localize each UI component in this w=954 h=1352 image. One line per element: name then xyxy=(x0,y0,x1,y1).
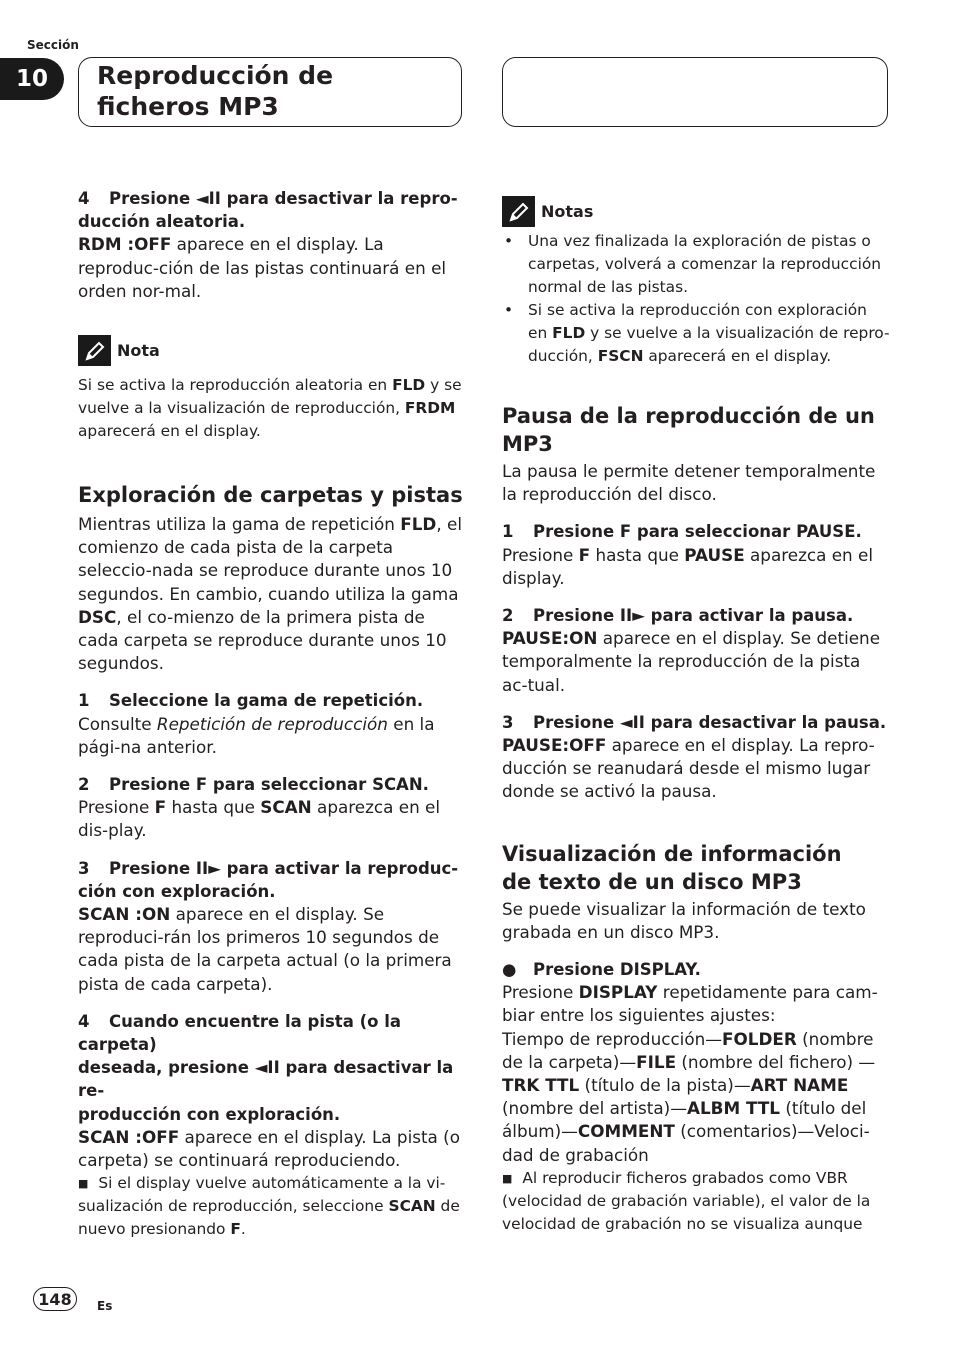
body-text: . xyxy=(240,1220,246,1239)
notes-header xyxy=(502,196,890,227)
note-header xyxy=(78,335,466,366)
notes-list xyxy=(502,230,890,368)
cross-reference: Repetición de reproducción xyxy=(156,713,388,734)
square-bullet-icon: ■ xyxy=(78,1177,89,1191)
display-step-title xyxy=(502,958,890,981)
scan-intro xyxy=(78,513,466,675)
body-text: Si se activa la reproducción aleatoria en xyxy=(78,376,393,395)
pause-intro: La pausa le permite detener temporalmente la reproducción del disco. xyxy=(502,461,876,505)
body-text: Presione xyxy=(78,797,155,818)
list-item xyxy=(502,299,890,368)
body-text: aparece en el display. La pista (o carpeta) se continuará reproduciendo. xyxy=(78,1126,460,1171)
step-number: 1 xyxy=(502,522,514,542)
display-code: F xyxy=(578,544,591,565)
section-heading-text-info xyxy=(502,840,890,896)
page-title-line2: ficheros MP3 xyxy=(97,92,279,121)
section-heading-scan: Exploración de carpetas y pistas xyxy=(78,483,463,508)
body-text: y se vuelve a la visualización de repro-ducción, xyxy=(528,324,890,365)
body-text: Presione xyxy=(502,982,579,1003)
language-code: Es xyxy=(97,1299,113,1313)
display-code: COMMENT xyxy=(577,1121,675,1142)
right-column xyxy=(502,196,890,1236)
display-code: FILE xyxy=(636,1051,677,1072)
step-title-line: deseada, presione ◄II para desactivar la re- xyxy=(78,1058,454,1101)
body-text: Si el display vuelve automáticamente a la vi-sualización de reproducción, seleccione xyxy=(78,1174,446,1216)
body-text: Una vez finalizada la exploración de pistas o carpetas, volverá a comenzar la reproducción normal de las pistas. xyxy=(528,232,882,296)
body-text: Tiempo de reproducción— xyxy=(502,1028,723,1049)
display-code: DISPLAY xyxy=(578,982,658,1003)
step-number: 4 xyxy=(78,1011,90,1031)
body-text: Mientras utiliza la gama de repetición xyxy=(78,514,401,535)
bullet-icon: • xyxy=(504,232,514,250)
note-pencil-icon xyxy=(502,196,535,227)
display-modes-text xyxy=(502,1028,890,1167)
step-4-scan-note xyxy=(78,1172,466,1241)
step-title-line: Presione II► para activar la pausa. xyxy=(533,606,854,626)
page-title-line1: Reproducción de xyxy=(97,61,334,90)
display-code: DSC xyxy=(78,606,117,627)
display-code: SCAN xyxy=(388,1197,436,1216)
note-pencil-icon xyxy=(78,335,111,366)
square-bullet-icon: ■ xyxy=(502,1171,513,1185)
step-title-line: Cuando encuentre la pista (o la carpeta) xyxy=(78,1011,401,1055)
step-3-text xyxy=(78,903,466,996)
step-1-text xyxy=(78,713,466,759)
display-code: PAUSE:ON xyxy=(502,628,598,649)
body-text: aparece en el display. Se reproduci-rán los primeros 10 segundos de cada pista de la carpeta actual (o la primera pista de cada carpeta). xyxy=(78,904,452,994)
page-number: 148 xyxy=(33,1287,77,1311)
body-text: aparecerá en el display. xyxy=(643,347,832,365)
heading-line: Visualización de información xyxy=(502,841,842,866)
step-2-text xyxy=(78,796,466,842)
body-text: , el co-mienzo de la primera pista de cada carpeta se reproduce durante unos 10 segundos. xyxy=(78,606,447,674)
section-heading-pause xyxy=(502,402,890,458)
display-code: TRK TTL xyxy=(502,1075,580,1096)
display-code: FLD xyxy=(392,376,426,395)
body-text: aparezca en el display. xyxy=(502,544,874,588)
step-number: 1 xyxy=(78,691,90,711)
bullet-icon: • xyxy=(504,301,514,319)
display-code: SCAN :ON xyxy=(78,904,171,925)
body-text: , el comienzo de cada pista de la carpeta seleccio-nada se reproduce durante unos 10 segundos. En cambio, cuando utiliza la gama xyxy=(78,514,463,604)
step-1-title xyxy=(78,689,466,712)
body-text: aparezca en el dis-play. xyxy=(78,797,441,841)
pause-step-1-title xyxy=(502,520,890,543)
body-text: (nombre del fichero) — xyxy=(676,1051,876,1072)
display-code: PAUSE xyxy=(684,544,745,565)
step-number: 2 xyxy=(502,606,514,626)
display-step-text xyxy=(502,981,890,1027)
step-title-line: Presione F para seleccionar PAUSE. xyxy=(533,522,862,542)
step-title-line: ducción aleatoria. xyxy=(78,212,246,232)
step-number: 2 xyxy=(78,775,90,795)
step-title-line: ción con exploración. xyxy=(78,881,276,901)
page-title xyxy=(97,60,457,122)
left-column xyxy=(78,187,466,1241)
body-text: aparece en el display. La reproduc-ción de las pistas continuará en el orden nor-mal. xyxy=(78,234,447,301)
body-text: aparecerá en el display. xyxy=(78,422,261,441)
body-text: Presione xyxy=(502,544,579,565)
empty-header-frame xyxy=(502,57,888,127)
body-text: en la pági-na anterior. xyxy=(78,713,435,757)
step-title-line: producción con exploración. xyxy=(78,1104,341,1124)
display-code: SCAN :OFF xyxy=(78,1126,180,1147)
step-4-random-text xyxy=(78,233,466,303)
display-code: F xyxy=(154,797,167,818)
round-bullet-icon: ● xyxy=(502,960,517,980)
body-text: y se vuelve a la visualización de reproducción, xyxy=(78,376,462,418)
pause-step-3-text xyxy=(502,734,890,804)
display-code: FLD xyxy=(552,324,586,342)
step-number: 3 xyxy=(78,858,90,878)
step-title-line: Presione DISPLAY. xyxy=(533,960,701,980)
body-text: (nombre de la carpeta)— xyxy=(502,1028,874,1072)
body-text: aparece en el display. Se detiene temporalmente la reproducción de la pista ac-tual. xyxy=(502,628,881,695)
text-info-intro: Se puede visualizar la información de texto grabada en un disco MP3. xyxy=(502,898,866,942)
display-code: PAUSE:OFF xyxy=(502,735,607,756)
display-code: FRDM xyxy=(404,399,456,418)
step-title-line: Presione F para seleccionar SCAN. xyxy=(109,775,429,795)
body-text: repetidamente para cam-biar entre los siguientes ajustes: xyxy=(502,982,878,1026)
note-text xyxy=(78,374,466,443)
body-text: Consulte xyxy=(78,713,157,734)
step-number: 3 xyxy=(502,712,514,732)
body-text: hasta que xyxy=(590,544,685,565)
body-text: Si se activa la reproducción con exploración en xyxy=(528,301,867,342)
heading-line: MP3 xyxy=(502,432,553,456)
section-label: Sección xyxy=(27,38,79,52)
display-code: FLD xyxy=(400,514,437,535)
display-code: FSCN xyxy=(597,347,644,365)
pause-step-2-title xyxy=(502,604,890,627)
step-title-line: Presione ◄II para desactivar la repro- xyxy=(109,189,458,208)
list-item xyxy=(502,230,890,299)
body-text: Al reproducir ficheros grabados como VBR (velocidad de grabación variable), el valor de la velocidad de grabación no se visualiza aunque xyxy=(502,1168,871,1233)
body-text: aparece en el display. La repro-ducción se reanudará desde el mismo lugar donde se activó la pausa. xyxy=(502,735,875,802)
step-title-line: Presione ◄II para desactivar la pausa. xyxy=(533,712,887,732)
display-code: FOLDER xyxy=(722,1028,797,1049)
display-code: F xyxy=(230,1220,241,1239)
body-text: (nombre del artista)— xyxy=(502,1098,687,1119)
heading-line: de texto de un disco MP3 xyxy=(502,869,802,894)
display-code: SCAN xyxy=(260,797,312,818)
step-4-scan-title xyxy=(78,1010,466,1126)
notes-label: Notas xyxy=(541,201,594,221)
body-text: (título del álbum)— xyxy=(502,1098,867,1142)
display-code: ART NAME xyxy=(750,1075,849,1096)
step-4-random-title xyxy=(78,187,466,233)
step-title-line: Seleccione la gama de repetición. xyxy=(109,691,424,711)
pause-step-3-title xyxy=(502,711,890,734)
pause-step-1-text xyxy=(502,544,890,590)
pause-step-2-text xyxy=(502,627,890,697)
step-2-title xyxy=(78,773,466,796)
note-label: Nota xyxy=(117,340,160,360)
section-number-badge: 10 xyxy=(0,58,64,100)
heading-line: Pausa de la reproducción de un xyxy=(502,404,875,428)
display-code: ALBM TTL xyxy=(686,1098,780,1119)
body-text: (comentarios)—Veloci-dad de grabación xyxy=(502,1121,870,1165)
display-note xyxy=(502,1167,890,1236)
body-text: (título de la pista)— xyxy=(579,1075,751,1096)
step-number: 4 xyxy=(78,189,90,208)
step-3-title xyxy=(78,857,466,903)
step-4-scan-text xyxy=(78,1126,466,1172)
body-text: hasta que xyxy=(166,797,261,818)
step-title-line: Presione II► para activar la reproduc- xyxy=(109,858,459,878)
display-code: RDM :OFF xyxy=(78,234,172,255)
body-text: de nuevo presionando xyxy=(78,1197,460,1239)
